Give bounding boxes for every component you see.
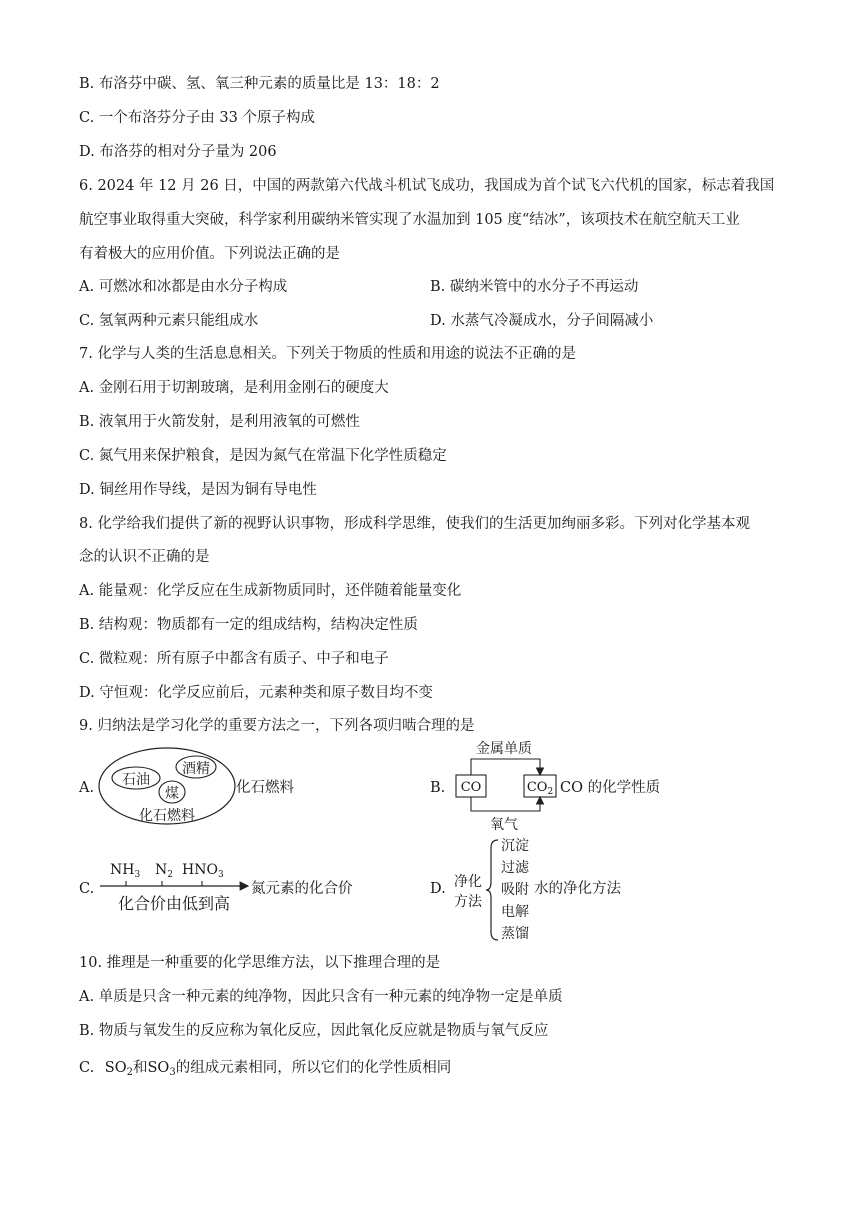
q9-option-b-side-label: CO 的化学性质 [560, 780, 661, 796]
venn-inner-label: 化石燃料 [139, 808, 195, 824]
q7-option-d: D. 铜丝用作导线，是因为铜有导电性 [79, 482, 317, 498]
q9-option-d-letter: D. [430, 881, 446, 897]
q6-stem-line1: 6. 2024 年 12 月 26 日，中国的两款第六代战斗机试飞成功，我国成为首个试飞六代机的国家，标志着我国 [79, 178, 775, 194]
axis-caption: 化合价由低到高 [117, 894, 231, 913]
q6-option-c: C. 氢氧两种元素只能组成水 [79, 313, 259, 329]
brace-label-line2: 方法 [454, 894, 482, 910]
axis-item-n2: N [155, 862, 168, 878]
brace-label-line1: 净化 [454, 874, 482, 890]
co2-box-text: CO [526, 780, 548, 795]
q9-option-c-letter: C. [79, 881, 95, 897]
q8-option-b: B. 结构观：物质都有一定的组成结构，结构决定性质 [79, 617, 418, 633]
q7-stem: 7. 化学与人类的生活息息相关。下列关于物质的性质和用途的说法不正确的是 [79, 346, 576, 362]
q7-option-c: C. 氮气用来保护粮食，是因为氮气在常温下化学性质稳定 [79, 448, 447, 464]
q8-option-a: A. 能量观：化学反应在生成新物质同时，还伴随着能量变化 [79, 583, 462, 599]
q9-option-a-letter: A. [79, 780, 95, 796]
q10-formula-so3: $SO_3$ [147, 1060, 176, 1078]
q10-option-c [79, 1058, 451, 1078]
curly-brace [486, 840, 498, 940]
q9-option-a-side-label: 化石燃料 [236, 780, 294, 796]
q6-option-d: D. 水蒸气冷凝成水，分子间隔减小 [430, 313, 654, 329]
q9-option-a-venn-diagram [96, 747, 238, 827]
q7-option-b: B. 液氧用于火箭发射，是利用液氧的可燃性 [79, 414, 360, 430]
method-item-4: 电解 [501, 904, 529, 920]
bottom-arrow-path [471, 797, 540, 811]
axis-item-n2-sub: 2 [167, 870, 173, 880]
svg-text:HNO3 [182, 862, 224, 880]
q10-option-c-rest: 的组成元素相同，所以它们的化学性质相同 [175, 1060, 452, 1076]
q9-option-d-brace-list [450, 836, 540, 944]
method-item-1: 沉淀 [501, 838, 529, 854]
q9-option-c-valence-axis [98, 856, 252, 918]
co-box-text: CO [460, 780, 482, 795]
q9-option-b-letter: B. [430, 780, 446, 796]
venn-item-petroleum: 石油 [122, 772, 150, 788]
q8-option-d: D. 守恒观：化学反应前后，元素种类和原子数目均不变 [79, 685, 433, 701]
axis-item-hno3-sub: 3 [217, 870, 224, 880]
method-item-5: 蒸馏 [501, 926, 529, 942]
q8-option-c: C. 微粒观：所有原子中都含有质子、中子和电子 [79, 651, 389, 667]
q10-option-c-and: 和 [133, 1060, 148, 1076]
cycle-bottom-label: 氧气 [490, 817, 518, 831]
q6-option-b: B. 碳纳米管中的水分子不再运动 [430, 279, 639, 295]
q10-formula-so2: $SO_2$ [104, 1060, 133, 1078]
svg-text:CO2 [527, 780, 553, 797]
q6-stem-line3: 有着极大的应用价值。下列说法正确的是 [79, 246, 340, 262]
q10-option-a: A. 单质是只含一种元素的纯净物，因此只含有一种元素的纯净物一定是单质 [79, 989, 563, 1005]
q9-option-c-side-label: 氮元素的化合价 [251, 881, 353, 897]
svg-text:N2 [155, 862, 173, 880]
svg-text:NH3 [110, 862, 140, 880]
axis-item-nh3-sub: 3 [134, 870, 141, 880]
q8-stem-line1: 8. 化学给我们提供了新的视野认识事物，形成科学思维，使我们的生活更加绚丽多彩。下列对化学基本观 [79, 516, 750, 532]
axis-item-nh3: NH [110, 862, 135, 878]
q9-stem: 9. 归纳法是学习化学的重要方法之一，下列各项归啮合理的是 [79, 718, 475, 734]
axis-item-hno3: HNO [182, 862, 218, 878]
method-item-2: 过滤 [501, 860, 529, 876]
q9-option-b-co-diagram [448, 737, 562, 831]
q5-option-c: C. 一个布洛芬分子由 33 个原子构成 [79, 110, 315, 126]
cycle-top-label: 金属单质 [476, 741, 532, 757]
q9-option-d-side-label: 水的净化方法 [534, 881, 621, 897]
q5-option-d: D. 布洛芬的相对分子量为 206 [79, 144, 277, 160]
q10-option-c-prefix: C. [79, 1060, 95, 1076]
q7-option-a: A. 金刚石用于切割玻璃，是利用金刚石的硬度大 [79, 380, 389, 396]
q10-stem: 10. 推理是一种重要的化学思维方法，以下推理合理的是 [79, 955, 441, 971]
venn-item-alcohol: 酒精 [182, 761, 210, 777]
q5-option-b: B. 布洛芬中碳、氢、氧三种元素的质量比是 13：18：2 [79, 76, 440, 92]
q6-stem-line2: 航空事业取得重大突破，科学家利用碳纳米管实现了水温加到 105 度“结冰”，该项技术在航空航天工业 [79, 212, 740, 228]
q6-option-a: A. 可燃冰和冰都是由水分子构成 [79, 279, 288, 295]
co2-box-subscript: 2 [547, 787, 554, 797]
method-item-3: 吸附 [501, 882, 529, 898]
q10-option-b: B. 物质与氧发生的反应称为氧化反应，因此氧化反应就是物质与氧气反应 [79, 1023, 549, 1039]
top-arrow-path [471, 759, 540, 775]
q8-stem-line2: 念的认识不正确的是 [79, 549, 210, 565]
venn-item-coal: 煤 [165, 786, 179, 802]
